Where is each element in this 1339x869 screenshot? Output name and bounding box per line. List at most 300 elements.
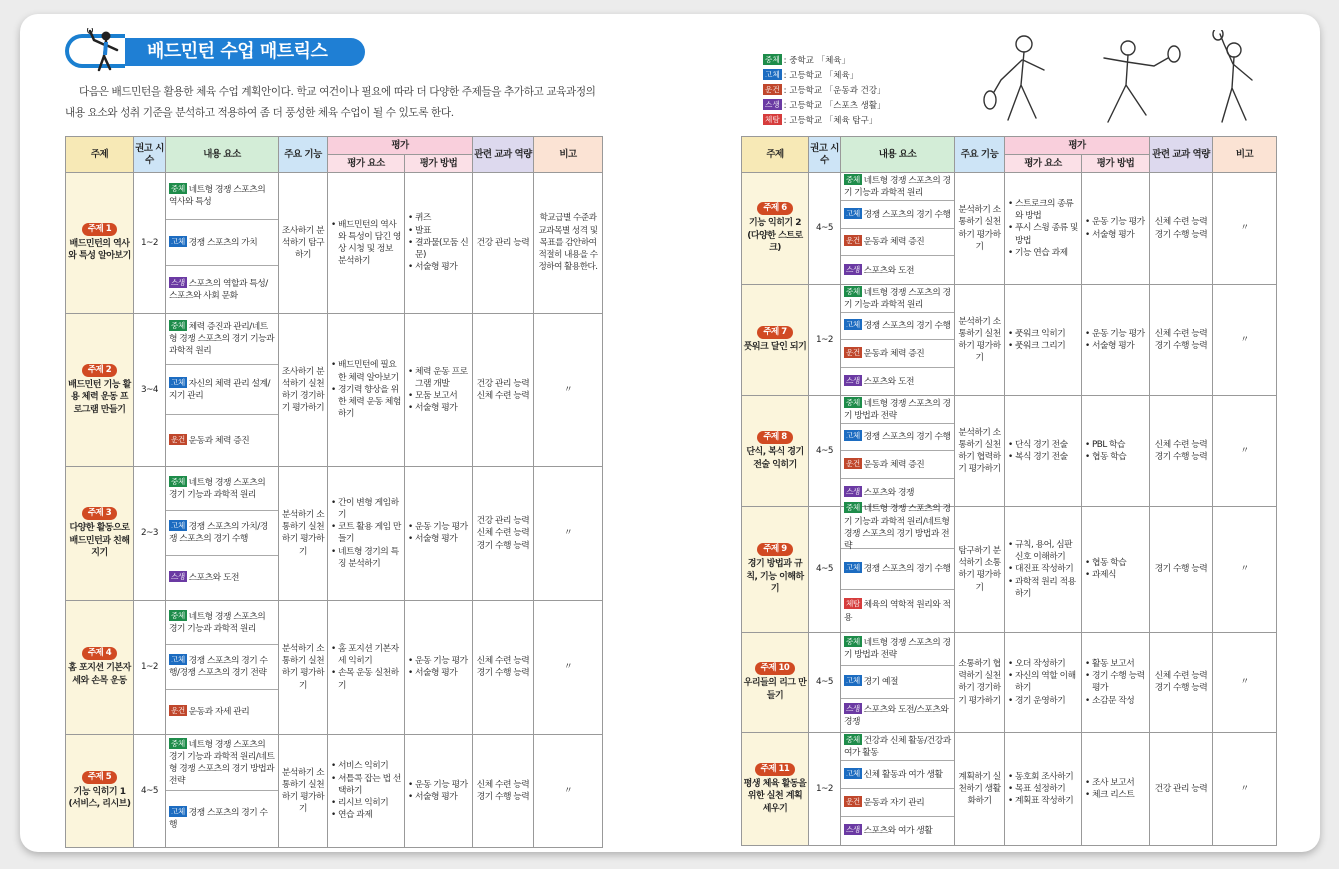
topic-number-badge: 주제 5 — [82, 771, 117, 784]
eval-elem-item: • 복식 경기 전술 — [1008, 451, 1078, 463]
eval-method-item: • PBL 학습 — [1085, 439, 1146, 451]
content-item — [166, 266, 278, 313]
topic-name: 홈 포지션 기본자세와 손목 운동 — [68, 663, 131, 686]
eval-method-cell — [1082, 507, 1150, 633]
content-cell — [166, 313, 279, 466]
header-eval-method: 평가 방법 — [1082, 155, 1150, 173]
content-item-text-wrap — [169, 610, 275, 635]
header-competency: 관련 교과 역량 — [473, 137, 534, 173]
content-item-text-wrap — [169, 236, 257, 249]
table-row — [66, 734, 603, 847]
eval-method-cell — [405, 313, 473, 466]
eval-elem-item: • 간이 변형 게임하기 — [331, 497, 401, 521]
content-item — [166, 556, 278, 600]
content-item — [841, 368, 954, 396]
content-text: 스포츠와 도전 — [188, 573, 239, 584]
eval-method-item: • 조사 보고서 — [1085, 777, 1146, 789]
hours-cell: 1~2 — [134, 600, 166, 734]
content-item — [841, 666, 954, 699]
legend-text: : 고등학교 「체육」 — [783, 71, 859, 81]
content-text: 경쟁 스포츠의 경기 수행/경쟁 스포츠의 경기 전략 — [169, 656, 268, 679]
eval-elem-cell — [328, 734, 405, 847]
hours-cell: 3~4 — [134, 313, 166, 466]
eval-elem-item: • 과학적 원리 적용하기 — [1008, 576, 1078, 600]
legend-item — [763, 69, 886, 84]
content-text: 경쟁 스포츠의 경기 수행 — [863, 432, 951, 443]
curriculum-badge: 중체 — [846, 174, 860, 184]
content-text: 자신의 체력 관리 설계/지기 관리 — [169, 378, 271, 401]
badminton-players-illustration — [976, 30, 1276, 130]
content-item-text-wrap — [844, 208, 951, 221]
content-text: 스포츠와 도전/스포츠와 경쟁 — [844, 704, 949, 727]
eval-method-item: • 운동 기능 평가 — [1085, 216, 1146, 228]
curriculum-badge: 중체 — [846, 397, 860, 407]
content-item — [166, 220, 278, 267]
hours-cell: 4~5 — [809, 507, 841, 633]
content-cell — [166, 466, 279, 600]
content-text: 네트형 경쟁 스포츠의 경기 기능과 과학적 원리 — [169, 611, 266, 635]
content-item — [841, 549, 954, 591]
content-item — [166, 511, 278, 555]
topic-name: 기능 익히기 1 (서비스, 리시브) — [68, 786, 131, 810]
topic-number-badge: 주제 8 — [757, 431, 792, 444]
content-item-text-wrap — [169, 320, 275, 358]
legend-item — [763, 84, 886, 99]
table-row — [742, 732, 1277, 845]
header-note: 비고 — [1213, 137, 1277, 173]
content-item-text-wrap — [169, 654, 275, 679]
eval-elem-cell — [328, 313, 405, 466]
eval-elem-item: • 대진표 작성하기 — [1008, 563, 1078, 575]
eval-method-cell — [405, 173, 473, 314]
content-item-text-wrap — [169, 434, 249, 447]
eval-elem-list — [1008, 439, 1078, 463]
topic-number-badge: 주제 2 — [82, 364, 117, 377]
competency-cell: 건강 관리 능력 신체 수련 능력 경기 수행 능력 — [473, 466, 534, 600]
content-item-text-wrap — [169, 571, 239, 584]
eval-elem-item: • 자신의 역할 이해하기 — [1008, 670, 1078, 694]
eval-method-item: • 서술형 평가 — [408, 533, 469, 545]
eval-elem-item: • 리시브 익히기 — [331, 797, 401, 809]
note-cell: 〃 — [534, 313, 603, 466]
content-item — [166, 314, 278, 365]
eval-elem-item: • 배드민턴에 필요한 체력 알아보기 — [331, 359, 401, 383]
eval-method-item: • 서술형 평가 — [408, 402, 469, 414]
curriculum-badge: 운건 — [846, 347, 860, 357]
content-cell — [841, 285, 955, 396]
header-hours: 권고 시수 — [134, 137, 166, 173]
curriculum-badge: 고체 — [171, 521, 185, 531]
content-item-text-wrap — [844, 768, 943, 781]
content-item-text-wrap — [844, 286, 951, 311]
header-topic: 주제 — [742, 137, 809, 173]
topic-cell — [66, 734, 134, 847]
content-item-text-wrap — [169, 377, 275, 402]
competency-cell: 신체 수련 능력 경기 수행 능력 — [1150, 173, 1213, 285]
content-item-text-wrap — [844, 458, 924, 471]
header-eval-elem: 평가 요소 — [328, 155, 405, 173]
note-cell: 〃 — [1213, 285, 1277, 396]
content-text: 경쟁 스포츠의 경기 수행 — [169, 808, 268, 831]
curriculum-badge: 운건 — [171, 706, 185, 716]
curriculum-badge: 중체 — [171, 184, 185, 194]
content-text: 체력 증진과 관리/네트형 경쟁 스포츠의 경기 기능과 과학적 원리 — [169, 321, 275, 357]
content-text: 경쟁 스포츠의 가치 — [188, 237, 258, 248]
content-text: 체육의 역학적 원리와 적용 — [844, 600, 951, 623]
content-item-text-wrap — [169, 476, 275, 501]
legend-badge: 중체 — [765, 55, 780, 64]
note-cell: 학교급별 수준과 교과목별 성격 및 목표를 감안하여 적절히 내용을 수정하여 활용한다. — [534, 173, 603, 314]
content-item — [841, 451, 954, 479]
content-item-text-wrap — [169, 277, 275, 302]
topic-name: 다양한 활동으로 배드민턴과 친해지기 — [69, 523, 130, 559]
content-text: 네트형 경쟁 스포츠의 역사와 특성 — [169, 185, 266, 208]
content-item-text-wrap — [844, 264, 914, 277]
eval-elem-list — [331, 219, 401, 268]
competency-cell: 건강 관리 능력 — [1150, 732, 1213, 845]
eval-method-cell — [1082, 173, 1150, 285]
matrix-table-right — [741, 136, 1277, 846]
book-spread — [20, 14, 1320, 852]
topic-cell — [742, 285, 809, 396]
competency-cell: 건강 관리 능력 신체 수련 능력 — [473, 313, 534, 466]
eval-method-cell — [1082, 632, 1150, 732]
topic-number-badge: 주제 9 — [757, 543, 792, 556]
eval-method-list — [1085, 216, 1146, 240]
hours-cell: 4~5 — [809, 173, 841, 285]
content-item — [166, 791, 278, 847]
content-item-text-wrap — [844, 598, 951, 623]
content-item-text-wrap — [844, 796, 924, 809]
content-text: 경기 예절 — [863, 677, 898, 688]
skill-cell: 탐구하기 분석하기 소통하기 평가하기 — [955, 507, 1005, 633]
curriculum-badge: 고체 — [846, 676, 860, 686]
topic-name: 배드민턴의 역사와 특성 알아보기 — [68, 238, 131, 262]
eval-elem-item: • 서비스 익히기 — [331, 760, 401, 772]
content-item-text-wrap — [844, 824, 932, 837]
header-eval-elem: 평가 요소 — [1005, 155, 1082, 173]
skill-cell: 소통하기 협력하기 실천하기 경기하기 평가하기 — [955, 632, 1005, 732]
eval-elem-item: • 코트 활용 게임 만들기 — [331, 521, 401, 545]
content-text: 경쟁 스포츠의 경기 수행 — [863, 564, 951, 575]
hours-cell: 4~5 — [809, 396, 841, 507]
content-item-text-wrap — [844, 174, 951, 199]
badminton-player-icon — [85, 28, 127, 72]
content-item — [841, 633, 954, 666]
curriculum-badge: 중체 — [846, 637, 860, 647]
curriculum-badge: 고체 — [171, 655, 185, 665]
content-item-text-wrap — [844, 734, 951, 759]
content-item — [841, 173, 954, 201]
curriculum-badge: 스생 — [846, 703, 860, 713]
content-item-text-wrap — [844, 562, 951, 575]
content-item — [166, 467, 278, 511]
note-cell: 〃 — [1213, 632, 1277, 732]
content-text: 경쟁 스포츠의 가치/경쟁 스포츠의 경기 수행 — [169, 522, 268, 545]
note-cell: 〃 — [1213, 732, 1277, 845]
topic-cell — [742, 632, 809, 732]
curriculum-badge: 스생 — [171, 572, 185, 582]
skill-cell: 분석하기 소통하기 실천하기 평가하기 — [955, 173, 1005, 285]
competency-cell: 신체 수련 능력 경기 수행 능력 — [1150, 396, 1213, 507]
eval-elem-cell — [1005, 507, 1082, 633]
eval-elem-list — [1008, 328, 1078, 352]
eval-method-cell — [1082, 396, 1150, 507]
header-note: 비고 — [534, 137, 603, 173]
eval-elem-item: • 손목 운동 실천하기 — [331, 667, 401, 691]
skill-cell: 분석하기 소통하기 실천하기 평가하기 — [279, 734, 328, 847]
topic-number-badge: 주제 6 — [757, 202, 792, 215]
content-item — [166, 645, 278, 689]
curriculum-badge: 중체 — [171, 476, 185, 486]
topic-cell — [742, 732, 809, 845]
eval-elem-item: • 규칙, 용어, 심판 신호 이해하기 — [1008, 539, 1078, 563]
curriculum-badge: 중체 — [846, 503, 860, 513]
eval-method-item: • 운동 기능 평가 — [408, 779, 469, 791]
content-text: 운동과 자기 관리 — [863, 797, 925, 808]
content-item — [841, 396, 954, 424]
eval-method-cell — [405, 466, 473, 600]
table-row — [742, 507, 1277, 633]
eval-elem-list — [1008, 198, 1078, 259]
eval-method-item: • 운동 기능 평가 — [408, 521, 469, 533]
content-item — [166, 415, 278, 466]
skill-cell: 조사하기 분석하기 실천하기 경기하기 평가하기 — [279, 313, 328, 466]
topic-name: 풋워크 달인 되기 — [743, 342, 807, 353]
content-text: 건강과 신체 활동/건강과 여가 활동 — [844, 735, 951, 758]
content-text: 스포츠와 경쟁 — [863, 487, 914, 498]
legend-text: : 고등학교 「체육 탐구」 — [783, 116, 878, 126]
topic-number-badge: 주제 4 — [82, 647, 117, 660]
skill-cell: 계획하기 실천하기 생활화하기 — [955, 732, 1005, 845]
content-item — [841, 733, 954, 761]
skill-cell: 분석하기 소통하기 실천하기 평가하기 — [955, 285, 1005, 396]
eval-method-cell — [405, 734, 473, 847]
eval-elem-cell — [1005, 732, 1082, 845]
content-text: 경쟁 스포츠의 경기 수행 — [863, 209, 951, 220]
topic-name: 단식, 복식 경기 전술 익히기 — [746, 447, 804, 470]
skill-cell: 분석하기 소통하기 실천하기 평가하기 — [279, 466, 328, 600]
eval-elem-list — [331, 359, 401, 420]
right-page — [741, 14, 1276, 852]
content-text: 네트형 경쟁 스포츠의 경기 기능과 과학적 원리/네트형 경쟁 스포츠의 경기 방법과 전략 — [844, 504, 951, 552]
note-cell: 〃 — [1213, 173, 1277, 285]
matrix-table-left — [65, 136, 603, 848]
legend-text: : 고등학교 「스포츠 생활」 — [783, 101, 886, 111]
eval-method-cell — [405, 600, 473, 734]
eval-method-item: • 발표 — [408, 225, 469, 237]
content-item-text-wrap — [844, 397, 951, 422]
content-item — [166, 173, 278, 220]
eval-method-list — [408, 212, 469, 273]
eval-elem-item: • 셔틀콕 잡는 법 선택하기 — [331, 773, 401, 797]
curriculum-badge: 스생 — [171, 277, 185, 287]
eval-method-item: • 운동 기능 평가 — [408, 655, 469, 667]
note-cell: 〃 — [534, 734, 603, 847]
legend-badge: 스생 — [765, 100, 780, 109]
topic-cell — [742, 507, 809, 633]
eval-method-list — [408, 521, 469, 545]
curriculum-badge: 중체 — [171, 738, 185, 748]
eval-method-item: • 퀴즈 — [408, 212, 469, 224]
content-item — [166, 365, 278, 416]
eval-elem-item: • 경기 운영하기 — [1008, 695, 1078, 707]
note-cell: 〃 — [534, 466, 603, 600]
topic-cell — [742, 173, 809, 285]
hours-cell: 1~2 — [809, 732, 841, 845]
content-item — [166, 735, 278, 791]
left-page — [65, 14, 602, 852]
eval-elem-list — [331, 643, 401, 692]
eval-elem-item: • 풋워크 익히기 — [1008, 328, 1078, 340]
intro-paragraph: 다음은 배드민턴을 활용한 체육 수업 계획안이다. 학교 여건이나 필요에 따라 더 다양한 주제들을 추가하고 교육과정의 내용 요소와 성취 기준을 분석하고 적용하여 좀 더 풍성한 체육 수업이 될 수 있도록 한다. — [65, 86, 596, 119]
eval-method-item: • 체크 리스트 — [1085, 789, 1146, 801]
competency-cell: 신체 수련 능력 경기 수행 능력 — [1150, 632, 1213, 732]
content-item — [841, 313, 954, 341]
content-item-text-wrap — [844, 347, 924, 360]
eval-elem-item: • 오더 작성하기 — [1008, 658, 1078, 670]
eval-method-list — [1085, 439, 1146, 463]
header-skill: 주요 기능 — [955, 137, 1005, 173]
header-hours: 권고 시수 — [809, 137, 841, 173]
legend-badge: 체탐 — [765, 115, 780, 124]
eval-method-item: • 경기 수행 능력 평가 — [1085, 670, 1146, 694]
content-text: 운동과 체력 증진 — [863, 237, 925, 248]
topic-number-badge: 주제 10 — [755, 662, 796, 675]
curriculum-badge: 고체 — [171, 377, 185, 387]
eval-elem-item: • 기능 연습 과제 — [1008, 247, 1078, 259]
eval-elem-cell — [328, 173, 405, 314]
content-cell — [841, 503, 955, 633]
content-item-text-wrap — [844, 636, 951, 661]
content-cell — [841, 396, 955, 507]
section-title-banner — [65, 34, 375, 68]
topic-name: 배드민턴 기능 활용 체력 운동 프로그램 만들기 — [68, 379, 131, 415]
eval-elem-item: • 목표 설정하기 — [1008, 783, 1078, 795]
curriculum-badge: 고체 — [846, 320, 860, 330]
hours-cell: 1~2 — [809, 285, 841, 396]
curriculum-badge: 운건 — [846, 236, 860, 246]
content-item-text-wrap — [844, 319, 951, 332]
topic-name: 우리들의 리그 만들기 — [743, 678, 807, 701]
competency-cell: 건강 관리 능력 — [473, 173, 534, 314]
table-row — [66, 466, 603, 600]
eval-method-item: • 서술형 평가 — [408, 261, 469, 273]
header-competency: 관련 교과 역량 — [1150, 137, 1213, 173]
curriculum-badge: 운건 — [846, 458, 860, 468]
content-item-text-wrap — [169, 806, 275, 831]
header-topic: 주제 — [66, 137, 134, 173]
content-text: 네트형 경쟁 스포츠의 경기 기능과 과학적 원리/네트형 경쟁 스포츠의 경기 방법과 전략 — [169, 739, 275, 787]
content-item — [841, 229, 954, 257]
eval-method-list — [1085, 658, 1146, 707]
content-cell — [841, 173, 955, 285]
content-item-text-wrap — [844, 703, 951, 728]
content-cell — [166, 600, 279, 734]
legend-badge: 운건 — [765, 85, 780, 94]
competency-cell: 경기 수행 능력 — [1150, 507, 1213, 633]
topic-cell — [66, 313, 134, 466]
content-text: 신체 활동과 여가 생활 — [863, 769, 943, 780]
content-item-text-wrap — [844, 235, 924, 248]
content-text: 경쟁 스포츠의 경기 수행 — [863, 321, 951, 332]
eval-method-item: • 과제식 — [1085, 569, 1146, 581]
header-skill: 주요 기능 — [279, 137, 328, 173]
header-content: 내용 요소 — [166, 137, 279, 173]
competency-cell: 신체 수련 능력 경기 수행 능력 — [1150, 285, 1213, 396]
page-title: 배드민턴 수업 매트릭스 — [125, 38, 365, 66]
content-text: 스포츠와 도전 — [863, 376, 914, 387]
eval-elem-item: • 배드민턴의 역사와 특성이 담긴 영상 시청 및 정보 분석하기 — [331, 219, 401, 268]
content-item — [841, 761, 954, 789]
competency-cell: 신체 수련 능력 경기 수행 능력 — [473, 734, 534, 847]
topic-cell — [66, 173, 134, 314]
eval-method-item: • 서술형 평가 — [1085, 229, 1146, 241]
curriculum-badge: 고체 — [171, 236, 185, 246]
skill-cell: 분석하기 소통하기 실천하기 평가하기 — [279, 600, 328, 734]
header-eval: 평가 — [1005, 137, 1150, 155]
eval-elem-item: • 네트형 경기의 특징 분석하기 — [331, 546, 401, 570]
content-item — [841, 590, 954, 632]
content-item — [841, 789, 954, 817]
eval-elem-cell — [1005, 173, 1082, 285]
content-text: 운동과 체력 증진 — [863, 459, 925, 470]
legend-text: : 중학교 「체육」 — [783, 56, 850, 66]
hours-cell: 4~5 — [809, 632, 841, 732]
legend-badge: 고체 — [765, 70, 780, 79]
hours-cell: 2~3 — [134, 466, 166, 600]
skill-cell: 조사하기 분석하기 탐구하기 — [279, 173, 328, 314]
topic-name: 평생 체육 활동을 위한 실천 계획 세우기 — [743, 778, 807, 814]
table-row — [742, 285, 1277, 396]
eval-method-item: • 활동 보고서 — [1085, 658, 1146, 670]
badge-legend — [763, 54, 886, 129]
legend-item — [763, 54, 886, 69]
header-content: 내용 요소 — [841, 137, 955, 173]
curriculum-badge: 고체 — [846, 431, 860, 441]
eval-method-cell — [1082, 732, 1150, 845]
eval-elem-item: • 홈 포지션 기본자세 익히기 — [331, 643, 401, 667]
eval-elem-item: • 경기력 향상을 위한 체력 운동 체험하기 — [331, 384, 401, 421]
eval-elem-list — [1008, 658, 1078, 707]
eval-method-list — [408, 779, 469, 803]
curriculum-badge: 고체 — [846, 768, 860, 778]
eval-method-list — [1085, 557, 1146, 581]
note-cell: 〃 — [1213, 396, 1277, 507]
eval-method-item: • 서술형 평가 — [408, 667, 469, 679]
content-item — [841, 424, 954, 452]
topic-name: 기능 익히기 2 (다양한 스트로크) — [747, 218, 803, 254]
eval-method-list — [1085, 328, 1146, 352]
eval-method-item: • 체력 운동 프로그램 개발 — [408, 366, 469, 390]
table-row — [742, 632, 1277, 732]
curriculum-badge: 스생 — [846, 264, 860, 274]
content-item — [841, 340, 954, 368]
content-text: 스포츠와 여가 생활 — [863, 826, 933, 837]
skill-cell: 분석하기 소통하기 실천하기 협력하기 평가하기 — [955, 396, 1005, 507]
eval-method-list — [408, 366, 469, 415]
eval-elem-cell — [1005, 632, 1082, 732]
table-row — [66, 173, 603, 314]
eval-elem-cell — [1005, 396, 1082, 507]
content-text: 네트형 경쟁 스포츠의 경기 기능과 과학적 원리 — [844, 287, 951, 310]
content-item-text-wrap — [844, 430, 951, 443]
curriculum-badge: 중체 — [846, 734, 860, 744]
content-item — [841, 817, 954, 845]
eval-elem-list — [1008, 771, 1078, 808]
curriculum-badge: 고체 — [846, 208, 860, 218]
topic-cell — [742, 396, 809, 507]
